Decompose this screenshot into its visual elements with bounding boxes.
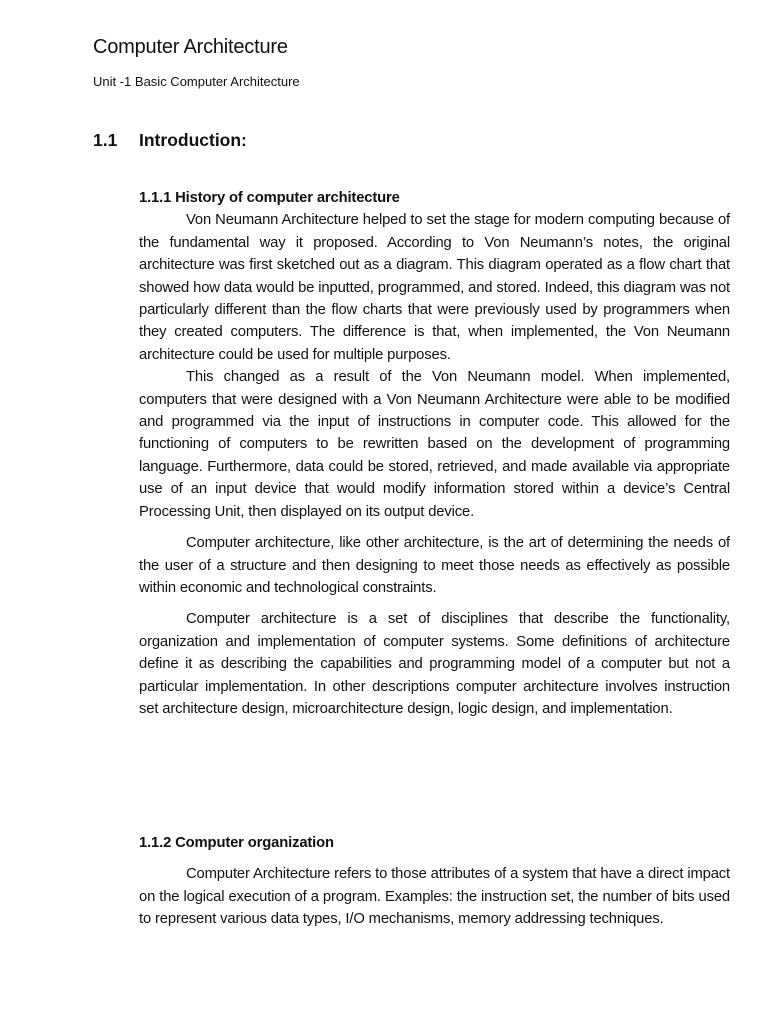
paragraph-architecture-art: Computer architecture, like other architecture, is the art of determining the needs of the user of a structure and then designing to meet those needs as effectively as possible within economic and technological constraints.	[139, 535, 730, 596]
unit-subtitle: Unit -1 Basic Computer Architecture	[93, 74, 300, 89]
section-heading	[93, 130, 247, 151]
section-number: 1.1	[93, 130, 118, 150]
subsection-organization	[139, 832, 730, 931]
paragraph-computer-organization: Computer Architecture refers to those attributes of a system that have a direct impact on the logical execution of a program. Examples: the instruction set, the number of bits used to represent various data types, I/O mechanisms, memory addressing techniques.	[139, 866, 730, 928]
subsection-heading-history: 1.1.1 History of computer architecture	[139, 190, 400, 206]
paragraph-von-neumann-model: This changed as a result of the Von Neumann model. When implemented, computers that were designed with a Von Neumann Architecture were able to be modified and programmed via the input of instructions in computer code. This allowed for the functioning of computers to be rewritten based on the development of programming language. Furthermore, data could be stored, retrieved, and made available via appropriate use of an input device that would modify information stored within a device’s Central Processing Unit, then displayed on its output device.	[139, 369, 730, 520]
subsection-history	[139, 187, 730, 720]
document-title: Computer Architecture	[93, 36, 288, 58]
section-title: Introduction:	[139, 130, 247, 150]
paragraph-von-neumann: Von Neumann Architecture helped to set the stage for modern computing because of the fundamental way it proposed. According to Von Neumann’s notes, the original architecture was first sketched out as a diagram. This diagram operated as a flow chart that showed how data would be inputted, programmed, and stored. Indeed, this diagram was not particularly different than the flow charts that were previously used by programmers when they created computers. The difference is that, when implemented, the Von Neumann architecture could be used for multiple purposes.	[139, 212, 730, 363]
paragraph-architecture-disciplines: Computer architecture is a set of disciplines that describe the functionality, organization and implementation of computer systems. Some definitions of architecture define it as describing the capabilities and programming model of a computer but not a particular implementation. In other descriptions computer architecture involves instruction set architecture design, microarchitecture design, logic design, and implementation.	[139, 611, 730, 717]
subsection-heading-organization: 1.1.2 Computer organization	[139, 835, 334, 851]
